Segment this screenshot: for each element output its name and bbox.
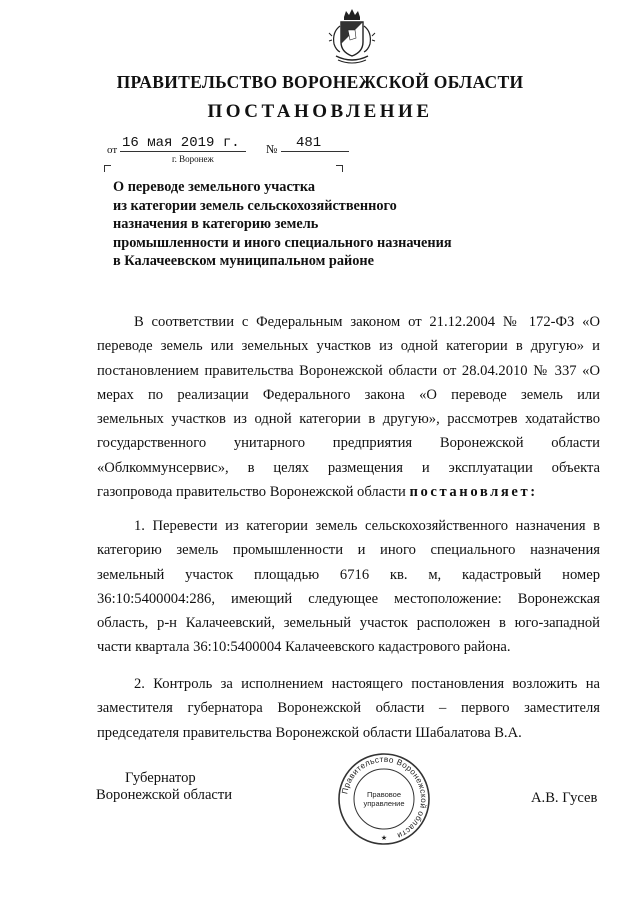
title-line: в Калачеевском муниципальном районе <box>113 253 375 269</box>
preamble-paragraph <box>97 310 600 504</box>
body-line: председателя правительства Воронежской области Шабалатова В.А. <box>97 724 522 741</box>
body-line: 2. Контроль за исполнением настоящего постановления возложить на <box>134 676 600 692</box>
body-line: область, р-н Калачеевский, земельный участок расположен в юго-западной <box>97 615 600 632</box>
organization-name: ПРАВИТЕЛЬСТВО ВОРОНЕЖСКОЙ ОБЛАСТИ <box>116 72 524 92</box>
body-line: мерах по реализации Федерального закона «О переводе земель или <box>97 386 600 403</box>
body-line: 1. Перевести из категории земель сельскохозяйственного назначения в <box>134 518 600 534</box>
title-line: назначения в категорию земель <box>113 216 319 232</box>
stamp-ring-text: Правительство Воронежской области <box>340 754 429 841</box>
item-2-paragraph <box>97 672 600 745</box>
preamble-closing: газопровода правительство Воронежской области <box>97 484 406 501</box>
stamp-center-line: управление <box>363 799 405 808</box>
body-line: части квартала 36:10:5400004 Калачеевского кадастрового района. <box>97 639 511 656</box>
document-date: 16 мая 2019 г. <box>122 135 240 151</box>
date-underline <box>120 151 246 152</box>
body-line: В соответствии с Федеральным законом от 21.12.2004 № 172-ФЗ «О <box>134 314 600 330</box>
signatory-position: Губернатор <box>125 770 196 786</box>
date-prefix: от <box>107 144 118 156</box>
body-line: заместителя губернатора Воронежской области – первого заместителя <box>97 700 600 717</box>
body-line: государственного унитарного предприятия Воронежской области <box>97 435 600 452</box>
number-prefix: № <box>266 142 278 156</box>
body-line: переводе земель или земельных участков из одной категории в другую» и <box>97 338 600 355</box>
body-line: земельный участок площадью 6716 кв. м, кадастровый номер <box>97 566 600 583</box>
body-line: 36:10:5400004:286, имеющий следующее местоположение: Воронежская <box>97 590 600 607</box>
body-line: постановлением правительства Воронежской области от 28.04.2010 № 337 «О <box>97 362 600 379</box>
legal-department-stamp <box>337 752 431 846</box>
signatory-name: А.В. Гусев <box>531 790 598 806</box>
body-line: «Облкоммунсервис», в целях размещения и эксплуатации объекта <box>97 459 600 476</box>
title-corner-left <box>104 165 111 172</box>
document-number: 481 <box>296 135 322 151</box>
body-line: категорию земель промышленности и иного специального назначения <box>97 542 600 559</box>
body-line: земельных участков из одной категории в другую», рассмотрев ходатайство <box>97 411 600 428</box>
title-line: О переводе земельного участка <box>113 179 315 195</box>
stamp-center-line: Правовое <box>366 790 402 799</box>
document-type: ПОСТАНОВЛЕНИЕ <box>207 101 433 122</box>
title-corner-right <box>336 165 343 172</box>
item-1-paragraph <box>97 514 600 660</box>
body-line <box>97 480 600 504</box>
svg-text:★: ★ <box>380 834 388 842</box>
document-title <box>113 178 533 271</box>
title-line: промышленности и иного специального назначения <box>113 234 452 251</box>
issue-city: г. Воронеж <box>172 154 214 164</box>
title-line: из категории земель сельскохозяйственного <box>113 197 397 214</box>
number-underline <box>281 151 349 152</box>
coat-of-arms-icon <box>328 8 376 66</box>
signatory-region: Воронежской области <box>96 787 233 803</box>
decree-word: постановляет: <box>409 484 538 501</box>
